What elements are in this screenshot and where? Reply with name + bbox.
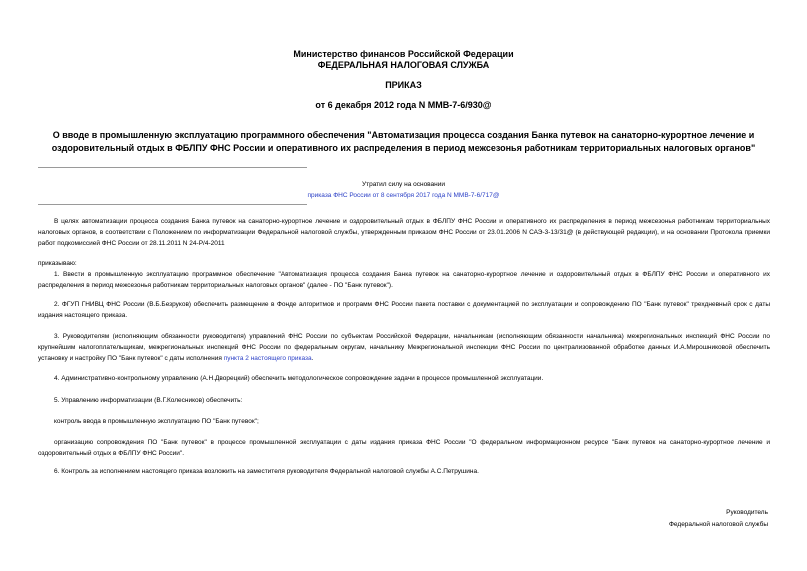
document-date-number: от 6 декабря 2012 года N ММВ-7-6/930@ (315, 100, 492, 110)
preamble-paragraph: В целях автоматизации процесса создания Банка путевок на санаторно-курортное лечение и оздоровительный отдых в ФБЛПУ ФНС России и оперативного их распределения в период межсезонья работникам территориальных налоговых органов, в соответствии с Положением по информатизации Федеральной налоговой службы, утвержденным приказом ФНС России от 23.01.2006 N САЭ-3-13/31@ (в действующей редакции), и на основании Протокола приемки работ подкомиссией ФНС России от 28.11.2011 N 24-Р/4-2011 (38, 218, 770, 247)
signature-title: Руководитель (726, 509, 768, 516)
status-note-label: Утратил силу на основании (361, 181, 446, 188)
signature-block (669, 507, 768, 531)
order-item-3 (38, 331, 770, 364)
order-item-5b: организацию сопровождения ПО "Банк путевок" в процессе промышленной эксплуатации с даты издания приказа ФНС России "О федеральном информационном ресурсе "Банк путевок на санаторно-курортное лечение и оздоровительный отдых в ФБЛПУ ФНС России". (38, 439, 770, 457)
top-divider (38, 167, 307, 168)
document-type: ПРИКАЗ (385, 80, 422, 90)
order-item-3-text: 3. Руководителям (исполняющим обязанности руководителя) управлений ФНС России по субъектам Российской Федерации, начальникам (исполняющим обязанности начальника) межрегиональных инспекций ФНС России по крупнейшим налогоплательщикам, межрегиональных инспекций ФНС России по федеральным округам, начальнику Межрегиональной инспекции ФНС России по централизованной обработке данных И.А.Мирошниковой обеспечить установку и настройку ПО "Банк путевок" с даты исполнения (38, 333, 770, 362)
status-note (285, 179, 522, 201)
order-item-6: 6. Контроль за исполнением настоящего приказа возложить на заместителя руководителя Федеральной налоговой службы А.С.Петрушина. (54, 468, 479, 475)
order-word: приказываю: (38, 260, 77, 267)
document-title: О вводе в промышленную эксплуатацию программного обеспечения "Автоматизация процесса создания Банка путевок на санаторно-курортное лечение и оздоровительный отдых в ФБЛПУ ФНС России и оперативного их распределения в период межсезонья работникам территориальных налоговых органов" (51, 130, 756, 153)
repeal-order-link[interactable]: приказа ФНС России от 8 сентября 2017 года N ММВ-7-6/717@ (307, 192, 500, 199)
order-item-4: 4. Административно-контрольному управлению (А.Н.Дворецкий) обеспечить методологическое сопровождение задачи в процессе промышленной эксплуатации. (54, 375, 544, 382)
order-item-5a: контроль ввода в промышленную эксплуатацию ПО "Банк путевок"; (54, 418, 259, 425)
ministry-heading: Министерство финансов Российской Федерации (293, 49, 514, 59)
service-heading: ФЕДЕРАЛЬНАЯ НАЛОГОВАЯ СЛУЖБА (317, 60, 490, 70)
item-2-reference-link[interactable]: пункта 2 настоящего приказа (223, 355, 312, 362)
order-item-2: 2. ФГУП ГНИВЦ ФНС России (В.Б.Безруков) обеспечить размещение в Фонде алгоритмов и программ ФНС России пакета поставки с документацией по эксплуатации и сопровождению ПО "Банк путевок" трехдневный срок с даты издания настоящего приказа. (38, 301, 770, 319)
order-item-5: 5. Управлению информатизации (В.Г.Колесников) обеспечить: (54, 397, 243, 404)
order-item-1: 1. Ввести в промышленную эксплуатацию программное обеспечение "Автоматизация процесса создания Банка путевок на санаторно-курортное лечение и оздоровительный отдых в ФБЛПУ ФНС России и оперативного их распределения в период межсезонья работникам территориальных налоговых органов" (далее - ПО "Банк путевок"). (38, 271, 770, 289)
bottom-divider (38, 204, 307, 205)
order-item-3-end: . (311, 355, 314, 362)
signature-organization: Федеральной налоговой службы (668, 521, 768, 528)
